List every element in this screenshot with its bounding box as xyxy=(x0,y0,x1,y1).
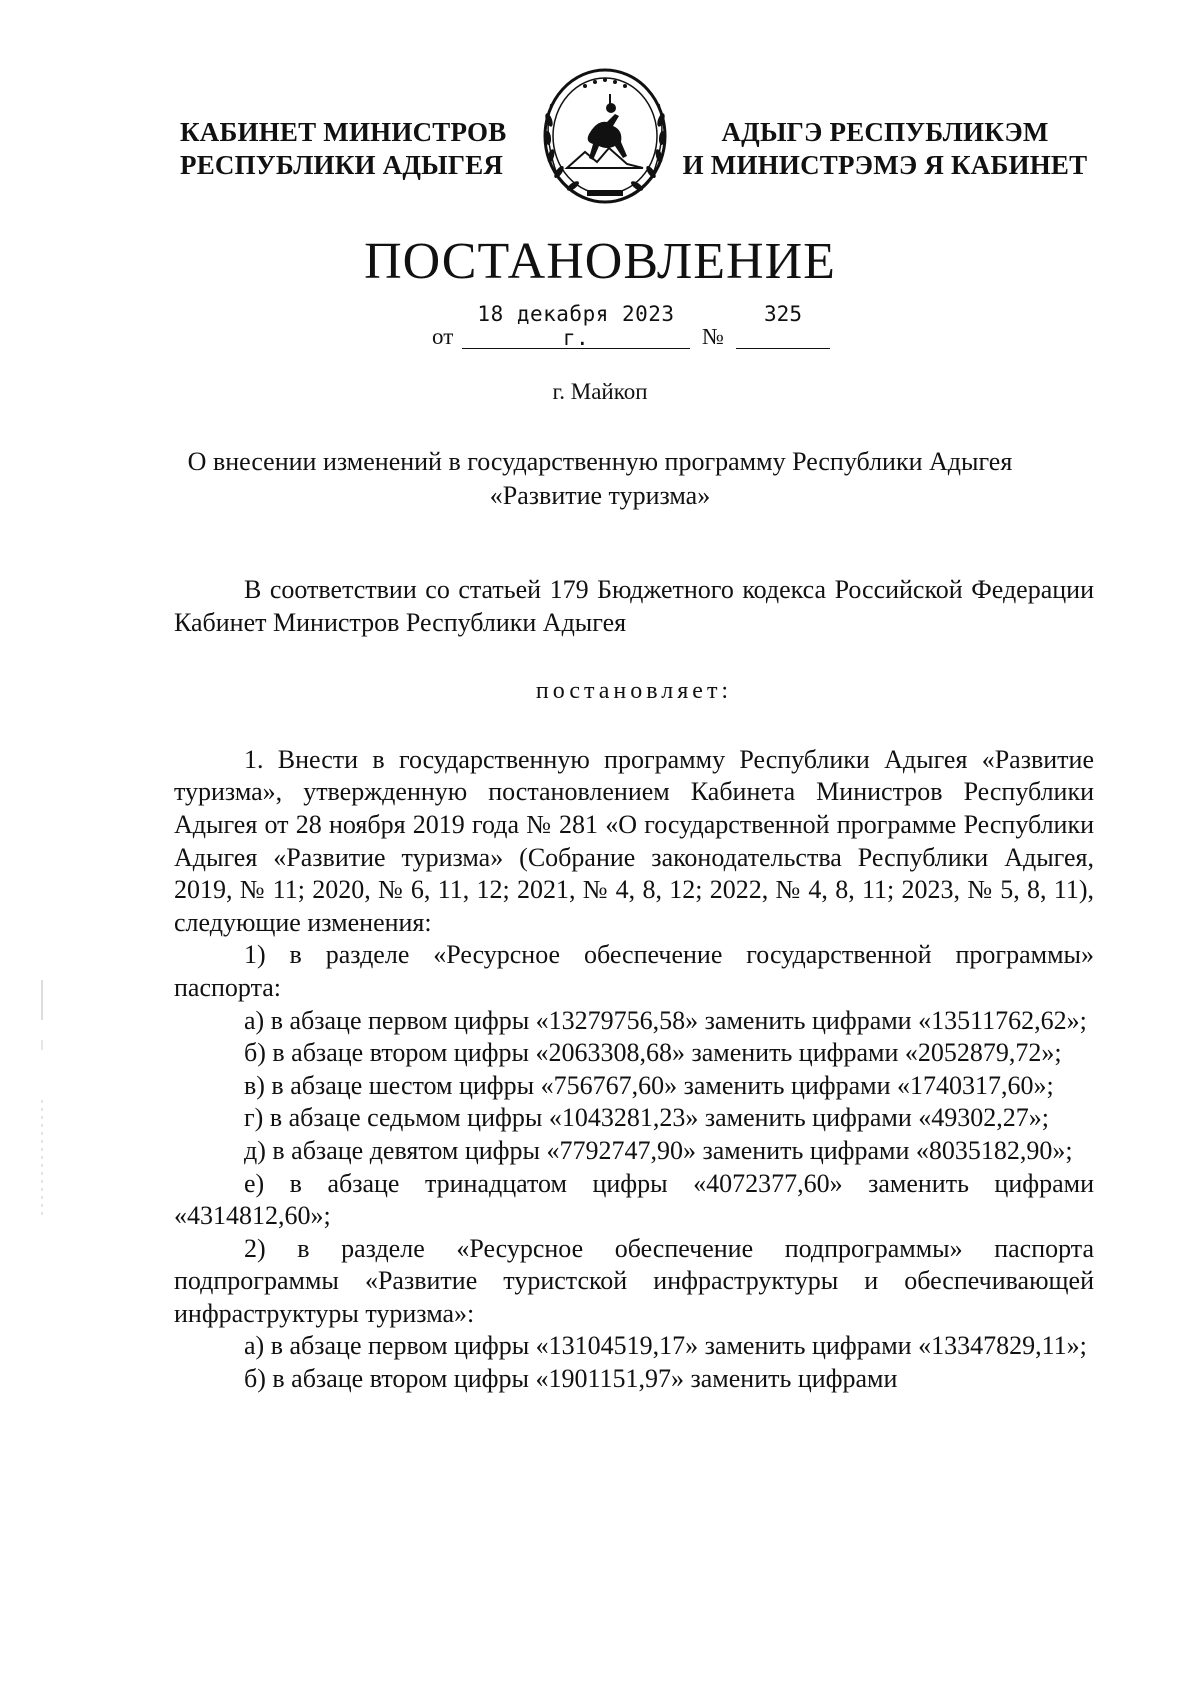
body-paragraph: в) в абзаце шестом цифры «756767,60» заменить цифрами «1740317,60»; xyxy=(244,1070,1054,1100)
body-paragraph: б) в абзаце втором цифры «1901151,97» заменить цифрами xyxy=(244,1364,898,1394)
body-paragraph: 2) в разделе «Ресурсное обеспечение подпрограммы» паспорта подпрограммы «Развитие туристской инфраструктуры и обеспечивающей инфраструктуры туризма»: xyxy=(174,1233,1094,1328)
issuer-line: КАБИНЕТ МИНИСТРОВ xyxy=(180,117,507,147)
body-paragraph: г) в абзаце седьмом цифры «1043281,23» заменить цифрами «49302,27»; xyxy=(244,1103,1049,1133)
issuer-name-adyghe xyxy=(680,116,1090,182)
resolves-heading: постановляет: xyxy=(535,678,733,705)
document-date: 18 декабря 2023 г. xyxy=(477,302,675,350)
body-paragraph: а) в абзаце первом цифры «13104519,17» заменить цифрами «13347829,11»; xyxy=(244,1331,1087,1361)
body-paragraph: б) в абзаце втором цифры «2063308,68» заменить цифрами «2052879,72»; xyxy=(244,1038,1062,1068)
date-number-line xyxy=(0,302,1200,352)
document-title: ПОСТАНОВЛЕНИЕ xyxy=(364,233,836,290)
document-subject xyxy=(150,445,1050,513)
issuer-name-russian xyxy=(180,116,507,182)
body-paragraph: 1. Внести в государственную программу Республики Адыгея «Развитие туризма», утвержденную постановлением Кабинета Министров Республики Адыгея от 28 ноября 2019 года № 281 «О государственной программе Республики Адыгея «Развитие туризма» (Собрание законодательства Республики Адыгея, 2019, № 11; 2020, № 6, 11, 12; 2021, № 4, 8, 12; 2022, № 4, 8, 11; 2023, № 5, 8, 11), следующие изменения: xyxy=(174,744,1094,937)
date-underline xyxy=(462,348,690,349)
issuer-line: РЕСПУБЛИКИ АДЫГЕЯ xyxy=(180,150,504,180)
body-paragraph: д) в абзаце девятом цифры «7792747,90» заменить цифрами «8035182,90»; xyxy=(244,1135,1073,1165)
document-body xyxy=(174,574,1094,1396)
coat-of-arms-icon xyxy=(537,64,673,212)
body-paragraph: а) в абзаце первом цифры «13279756,58» заменить цифрами «13511762,62»; xyxy=(244,1005,1087,1035)
number-label: № xyxy=(702,324,724,349)
scan-margin-marks xyxy=(40,980,44,1220)
subject-line: О внесении изменений в государственную программу Республики Адыгея xyxy=(187,447,1013,476)
document-number: 325 xyxy=(764,302,802,326)
issuer-line: АДЫГЭ РЕСПУБЛИКЭМ xyxy=(721,117,1049,147)
preamble-paragraph: В соответствии со статьей 179 Бюджетного кодекса Российской Федерации Кабинет Министров Республики Адыгея xyxy=(174,575,1094,637)
body-paragraph: 1) в разделе «Ресурсное обеспечение государственной программы» паспорта: xyxy=(174,940,1094,1002)
place-of-issue: г. Майкоп xyxy=(552,379,648,404)
issuer-line: И МИНИСТРЭМЭ Я КАБИНЕТ xyxy=(682,150,1088,180)
date-label: от xyxy=(432,324,454,349)
number-underline xyxy=(736,348,830,349)
amendments-list xyxy=(174,744,1094,1396)
body-paragraph: е) в абзаце тринадцатом цифры «4072377,60» заменить цифрами «4314812,60»; xyxy=(174,1168,1094,1231)
subject-line: «Развитие туризма» xyxy=(489,481,711,510)
